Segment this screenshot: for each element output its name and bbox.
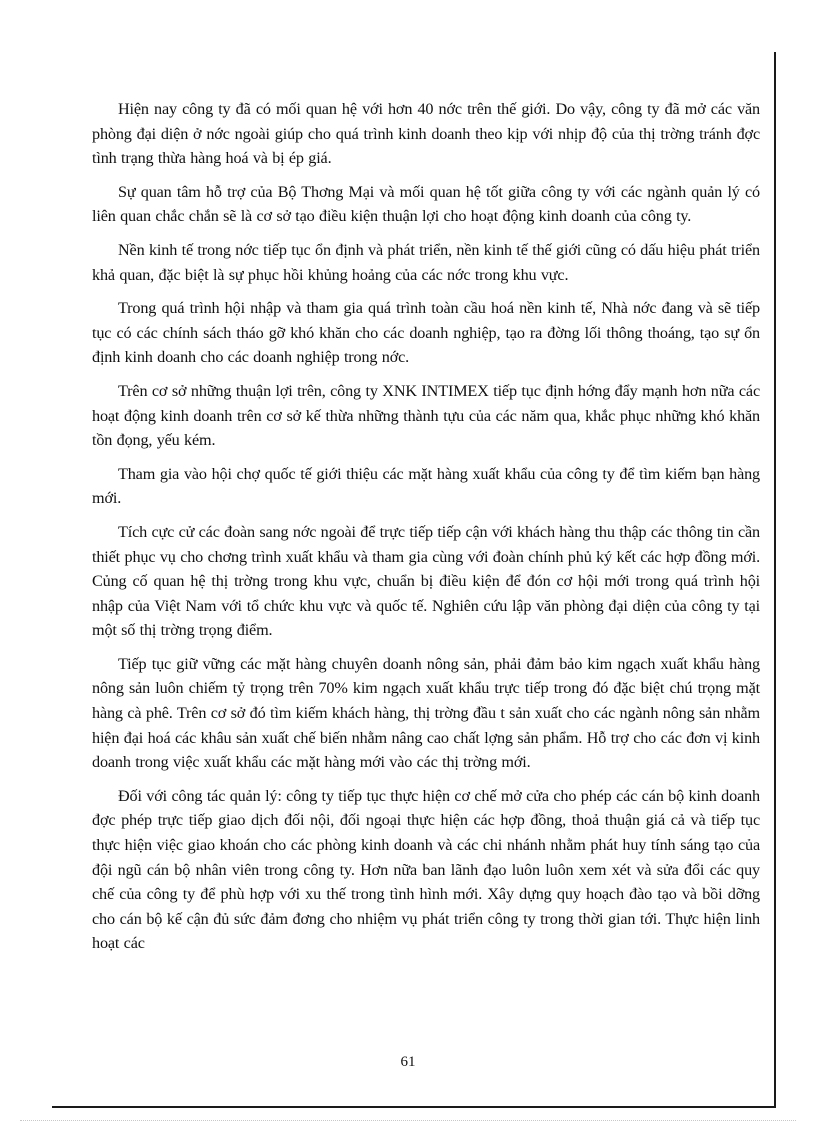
paragraph: Sự quan tâm hỗ trợ của Bộ Thơng Mại và mối quan hệ tốt giữa công ty với các ngành quản lý có liên quan chắc chắn sẽ là cơ sở tạo điều kiện thuận lợi cho hoạt động kinh doanh của công ty. (92, 182, 760, 226)
paragraph: Nền kinh tế trong nớc tiếp tục ổn định và phát triển, nền kinh tế thế giới cũng có dấu hiệu phát triển khả quan, đặc biệt là sự phục hồi khủng hoảng của các nớc trong khu vực. (92, 240, 760, 284)
paragraph: Hiện nay công ty đã có mối quan hệ với hơn 40 nớc trên thế giới. Do vậy, công ty đã mở các văn phòng đại diện ở nớc ngoài giúp cho quá trình kinh doanh theo kịp với nhịp độ của thị trờng tránh đợc tình trạng thừa hàng hoá và bị ép giá. (92, 100, 760, 168)
paragraph: Tham gia vào hội chợ quốc tế giới thiệu các mặt hàng xuất khẩu của công ty để tìm kiếm bạn hàng mới. (92, 464, 760, 508)
paragraph: Tiếp tục giữ vững các mặt hàng chuyên doanh nông sản, phải đảm bảo kim ngạch xuất khẩu hàng nông sản luôn chiếm tỷ trọng trên 70% kim ngạch xuất khẩu trực tiếp trong đó đặc biệt chú trọng mặt hàng cà phê. Trên cơ sở đó tìm kiếm khách hàng, thị trờng đầu t sản xuất cho các ngành nông sản nhằm hiện đại hoá các khâu sản xuất chế biến nhằm nâng cao chất lợng sản phẩm. Hỗ trợ cho các đơn vị kinh doanh trong việc xuất khẩu các mặt hàng mới vào các thị trờng mới. (92, 654, 760, 772)
paragraph: Tích cực cử các đoàn sang nớc ngoài để trực tiếp tiếp cận với khách hàng thu thập các thông tin cần thiết phục vụ cho chơng trình xuất khẩu và tham gia cùng với đoàn chính phủ ký kết các hợp đồng mới. Củng cố quan hệ thị trờng trong khu vực, chuẩn bị điều kiện để đón cơ hội mới trong quá trình hội nhập của Việt Nam với tổ chức khu vực và quốc tế. Nghiên cứu lập văn phòng đại diện của công ty tại một số thị trờng trọng điểm. (92, 522, 760, 640)
paragraph: Trên cơ sở những thuận lợi trên, công ty XNK INTIMEX tiếp tục định hớng đẩy mạnh hơn nữa các hoạt động kinh doanh trên cơ sở kế thừa những thành tựu của các năm qua, khắc phục những khó khăn tồn đọng, yếu kém. (92, 381, 760, 450)
page-number: 61 (400, 1054, 416, 1070)
body-text (92, 97, 760, 965)
paragraph: Trong quá trình hội nhập và tham gia quá trình toàn cầu hoá nền kinh tế, Nhà nớc đang và sẽ tiếp tục có các chính sách tháo gỡ khó khăn cho các doanh nghiệp, tạo ra đờng lối thông thoáng, tạo sự ổn định kinh doanh cho các doanh nghiệp trong nớc. (92, 299, 760, 367)
paragraph: Đối với công tác quản lý: công ty tiếp tục thực hiện cơ chế mở cửa cho phép các cán bộ kinh doanh đợc phép trực tiếp giao dịch đối nội, đối ngoại thực hiện các hợp đồng, thoả thuận giá cả và tiếp tục thực hiện việc giao khoán cho các phòng kinh doanh và các chi nhánh nhằm phát huy tính sáng tạo của đội ngũ cán bộ nhân viên trong công ty. Hơn nữa ban lãnh đạo luôn luôn xem xét và sửa đổi các quy chế của công ty để phù hợp với xu thế trong tình hình mới. Xây dựng quy hoạch đào tạo và bồi dỡng cho cán bộ kế cận đủ sức đảm đơng cho nhiệm vụ phát triển công ty trong thời gian tới. Thực hiện linh hoạt các (92, 786, 760, 953)
page-bottom-divider (20, 1120, 796, 1121)
